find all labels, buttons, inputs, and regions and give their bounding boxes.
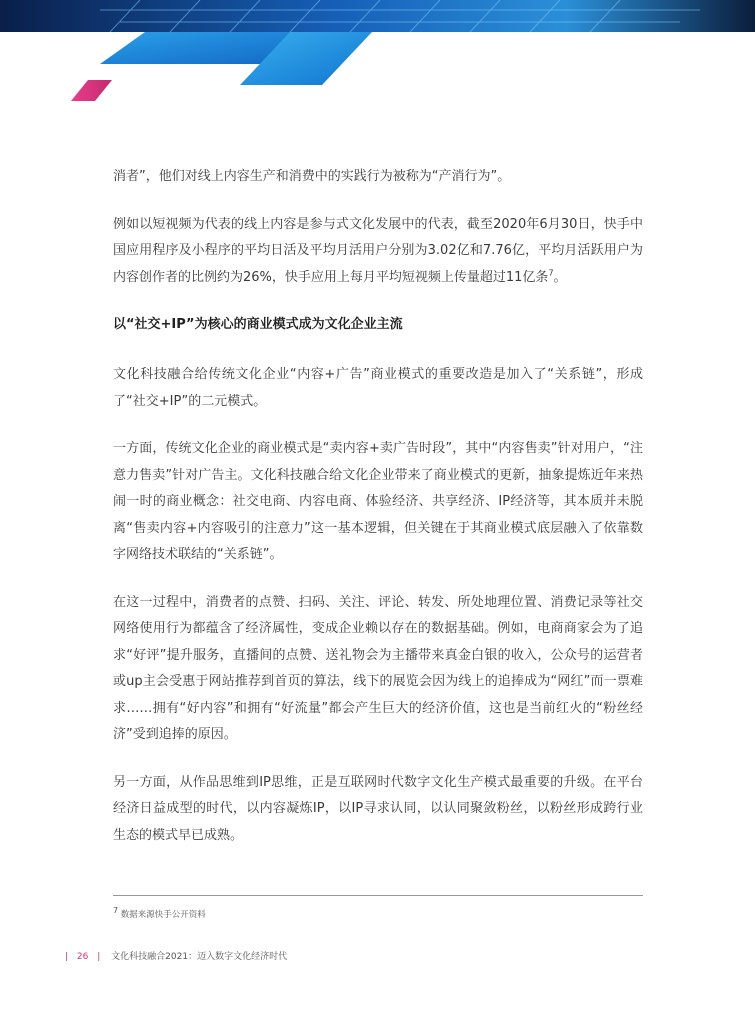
paragraph-2-text: 例如以短视频为代表的线上内容是参与式文化发展中的代表，截至2020年6月30日，快手中国应用程序及小程序的平均日活及平均月活用户分别为3.02亿和7.76亿，平均月活跃用户为内容创作者的比例约为26%，快手应用上每月平均短视频上传量超过11亿条 — [113, 216, 643, 285]
footnote-divider — [113, 895, 643, 896]
top-tech-band — [0, 0, 755, 32]
footnote-text: 数据来源快手公开资料 — [120, 910, 206, 920]
paragraph-2-tail: 。 — [553, 269, 567, 285]
paragraph-6: 另一方面，从作品思维到IP思维，正是互联网时代数字文化生产模式最重要的升级。在平台经济日益成型的时代，以内容凝炼IP，以IP寻求认同，以认同聚敛粉丝，以粉丝形成跨行业生态的模式早已成熟。 — [113, 774, 643, 843]
page-footer — [65, 949, 287, 962]
footer-doc-title: 文化科技融合2021：迈入数字文化经济时代 — [111, 952, 288, 962]
footnote — [113, 908, 206, 920]
footnote-ref: 7 — [548, 268, 554, 278]
footer-bar-right: | — [97, 952, 101, 962]
pink-parallelogram — [71, 80, 112, 101]
paragraph-2 — [113, 212, 643, 292]
main-content — [113, 164, 643, 870]
paragraph-3: 文化科技融合给传统文化企业“内容+广告”商业模式的重要改造是加入了“关系链”，形成了“社交+IP”的二元模式。 — [113, 367, 643, 409]
paragraph-1: 消者”，他们对线上内容生产和消费中的实践行为被称为“产消行为”。 — [113, 169, 511, 184]
footnote-number: 7 — [113, 906, 119, 916]
paragraph-5: 在这一过程中，消费者的点赞、扫码、关注、评论、转发、所处地理位置、消费记录等社交网络使用行为都蕴含了经济属性，变成企业赖以存在的数据基础。例如，电商商家会为了追求“好评”提升服务，直播间的点赞、送礼物会为主播带来真金白银的收入，公众号的运营者或up主会受惠于网站推荐到首页的算法，线下的展览会因为线上的追捧成为“网红”而一票难求……拥有“好内容”和拥有“好流量”都会产生巨大的经济价值，这也是当前红火的“粉丝经济”受到追捧的原因。 — [113, 594, 643, 742]
paragraph-4: 一方面，传统文化企业的商业模式是“卖内容+卖广告时段”，其中“内容售卖”针对用户，“注意力售卖”针对广告主。文化科技融合给文化企业带来了商业模式的更新，抽象提炼近年来热闹一时的商业概念：社交电商、内容电商、体验经济、共享经济、IP经济等，其本质并未脱离“售卖内容+内容吸引的注意力”这一基本逻辑，但关键在于其商业模式底层融入了依靠数字网络技术联结的“关系链”。 — [113, 441, 643, 562]
footer-bar-left: | — [65, 952, 69, 962]
page-number: 26 — [76, 952, 89, 962]
header-decoration — [0, 0, 755, 105]
section-heading: 以“社交+IP”为核心的商业模式成为文化企业主流 — [113, 317, 403, 332]
